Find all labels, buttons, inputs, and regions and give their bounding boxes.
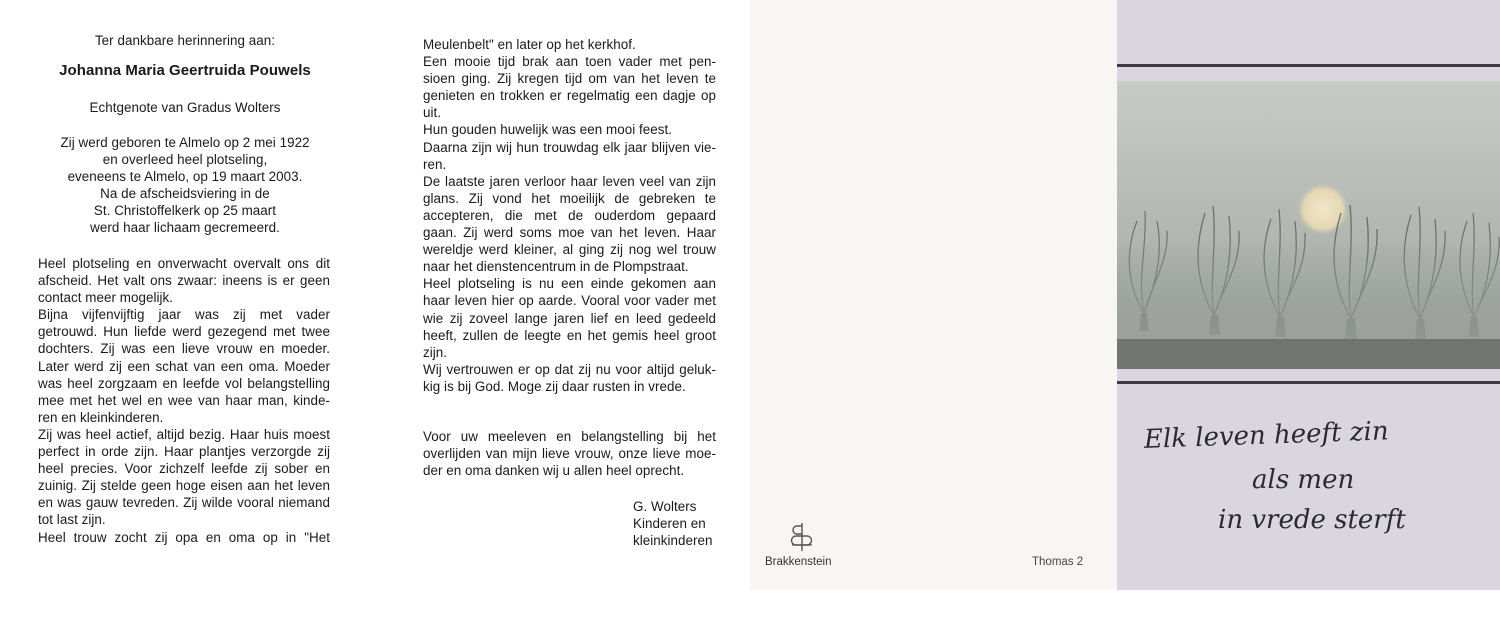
sun: [1297, 183, 1349, 235]
text-line: dochters. Zij was een lieve vrouw en moeder.: [38, 341, 330, 357]
text-line: Heel plotseling en onverwacht overvalt ons dit: [38, 256, 330, 271]
text-line: wereldje werd kleiner, al ging zij nog wel trouw: [423, 242, 716, 258]
text-line: overlijden van mijn lieve vrouw, onze lieve moe-: [423, 446, 716, 462]
text-line: zijn.: [423, 344, 448, 360]
text-line: Een mooie tijd brak aan toen vader met pen-: [423, 54, 716, 70]
scan-margin: [0, 590, 1500, 617]
text-line: mee met het wel en wee van haar man, kinde-: [38, 392, 330, 408]
motto-line: als men: [1252, 465, 1355, 495]
bio-line: Zij werd geboren te Almelo op 2 mei 1922: [60, 135, 310, 150]
text-line: en was gauw tevreden. Zij wilde vooral niemand: [38, 495, 330, 511]
text-line: Hun gouden huwelijk was een mooi feest.: [423, 122, 673, 138]
text-line: getrouwd. Hun liefde werd gezegend met twee: [38, 324, 330, 340]
text-line: Daarna zijn wij hun trouwdag elk jaar blijven vie-: [423, 139, 716, 155]
text-line: Wij vertrouwen er op dat zij nu voor altijd geluk-: [423, 361, 716, 377]
text-line: genieten en trokken er regelmatig een dagje op: [423, 88, 716, 104]
text-line: uit.: [423, 105, 442, 121]
top-divider: [1117, 64, 1500, 67]
motto-line: in vrede sterft: [1218, 505, 1406, 535]
text-line: accepteren, die met de ouderdom gepaard: [423, 207, 716, 223]
text-line: naar het dienstencentrum in de Plompstraat.: [423, 259, 689, 275]
intro-line: Ter dankbare herinnering aan:: [94, 33, 276, 48]
signature-block: [633, 498, 743, 549]
text-line: ren.: [423, 156, 447, 172]
spouse-line: Echtgenote van Gradus Wolters: [89, 100, 281, 115]
text-line: De laatste jaren verloor haar leven veel van zijn: [423, 173, 716, 189]
thank-you-note: [423, 428, 716, 479]
text-line: haar leven hier op aarde. Vooral voor vader met: [423, 293, 716, 309]
motto: [1140, 416, 1500, 540]
text-line: contact meer mogelijk.: [38, 290, 174, 306]
signature-line: Kinderen en: [633, 516, 706, 532]
bio-line: St. Christoffelkerk op 25 maart: [93, 203, 277, 219]
text-line: heel precies. Voor zichzelf leefde zij sober en: [38, 461, 330, 477]
text-line: Zij was heel actief, altijd bezig. Haar huis moest: [38, 426, 330, 442]
memorial-text-left: [38, 255, 330, 546]
text-line: Meulenbelt" en later op het kerkhof.: [423, 37, 636, 52]
misty-landscape-photo: [1117, 81, 1500, 369]
text-line: Voor uw meeleven en belangstelling bij het: [423, 429, 716, 444]
signature-line: G. Wolters: [633, 499, 697, 514]
bottom-divider: [1117, 381, 1500, 384]
memorial-text-middle: [423, 36, 716, 395]
card-back-cover: [750, 0, 1117, 590]
text-line: was heel zorgzaam en leefde vol belangstelling: [38, 375, 330, 391]
field: [1117, 339, 1500, 369]
text-line: Heel trouw zocht zij opa en oma op in "Het: [38, 529, 330, 545]
bio-line: en overleed heel plotseling,: [102, 152, 268, 168]
text-line: glans. Zij vond het moeilijk de gebreken te: [423, 190, 716, 206]
text-line: wie zij zoveel lange jaren lief en leed gedeeld: [423, 310, 716, 326]
biography: [40, 134, 330, 237]
text-line: tot last zijn.: [38, 512, 106, 528]
text-line: Heel plotseling is nu een einde gekomen aan: [423, 276, 716, 292]
deceased-name: Johanna Maria Geertruida Pouwels: [59, 62, 311, 79]
bio-line: Na de afscheidsviering in de: [100, 186, 270, 202]
text-line: kig is bij God. Moge zij daar rusten in vrede.: [423, 378, 686, 394]
text-line: afscheid. Het valt ons zwaar: ineens is er geen: [38, 273, 330, 289]
text-line: der en oma danken wij u allen heel oprecht.: [423, 463, 685, 479]
text-line: sioen ging. Zij kregen tijd om van het leven te: [423, 71, 716, 87]
publisher-name: Brakkenstein: [765, 556, 832, 568]
text-line: heeft, zullen de leegte en het gemis heel groot: [423, 327, 716, 343]
publisher-logo-icon: [789, 522, 815, 552]
card-code: Thomas 2: [1032, 556, 1084, 568]
text-line: Later werd zij een schat van een oma. Moeder: [38, 358, 330, 374]
text-line: Bijna vijfenvijftig jaar was zij met vader: [38, 307, 330, 323]
bio-line: eveneens te Almelo, op 19 maart 2003.: [67, 169, 303, 185]
motto-line: Elk leven heeft zin: [1143, 416, 1390, 455]
text-line: gaan. Zij werd soms moe van het leven. Haar: [423, 225, 716, 241]
text-line: perfect in orde zijn. Haar plantjes verzorgde zij: [38, 444, 330, 460]
text-line: zuinig. Zij stelde geen hoge eisen aan het leven: [38, 478, 330, 494]
text-line: ren en kleinkinderen.: [38, 409, 164, 425]
signature-line: kleinkinderen: [633, 533, 713, 549]
bio-line: werd haar lichaam gecremeerd.: [90, 220, 280, 236]
